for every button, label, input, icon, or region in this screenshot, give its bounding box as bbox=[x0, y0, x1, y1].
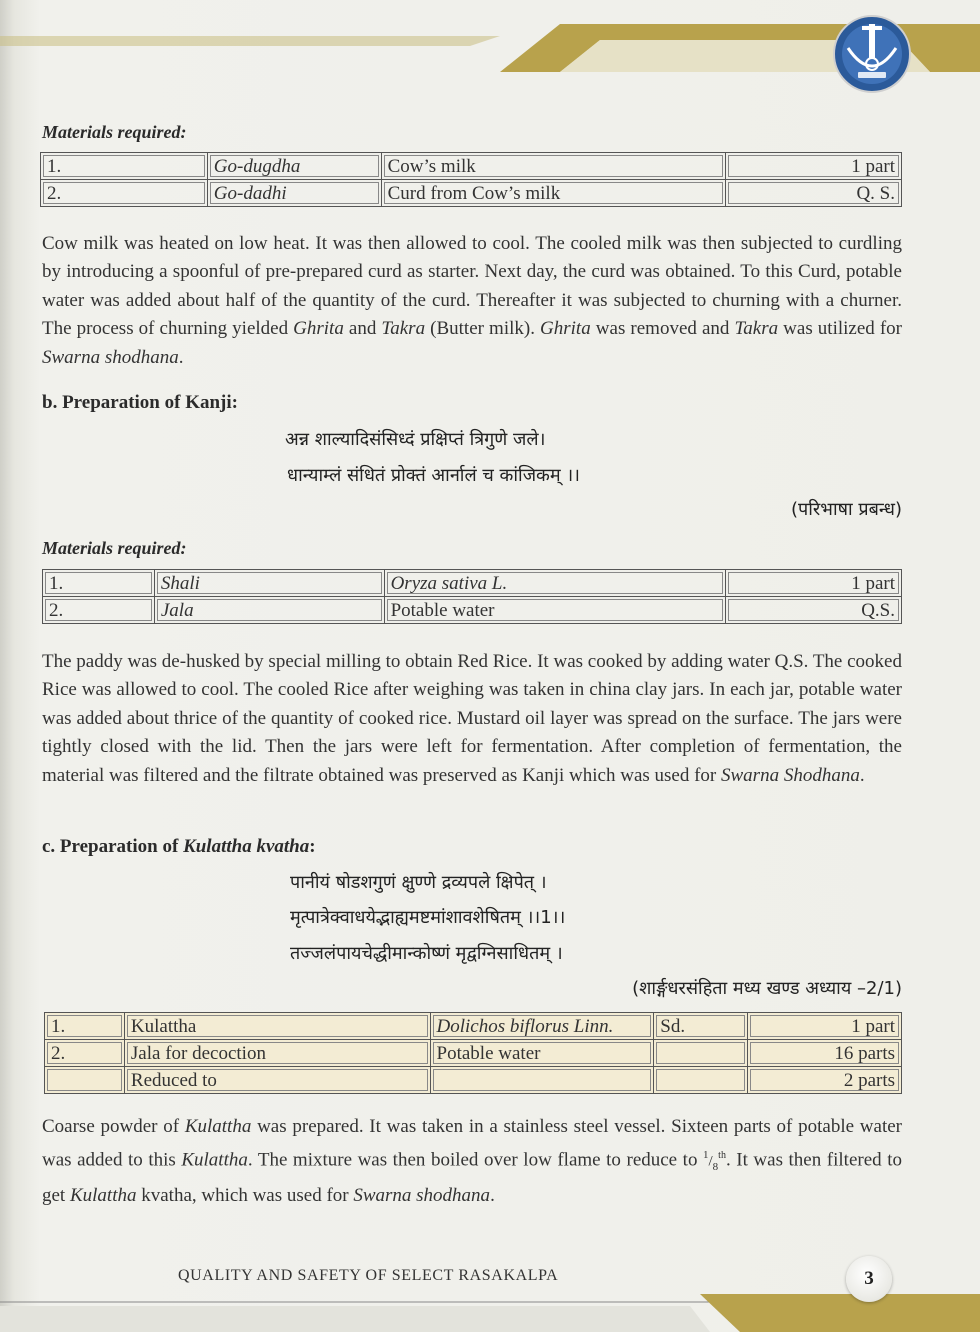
paragraph-kulattha bbox=[42, 1113, 902, 1210]
paragraph-milk-curd bbox=[42, 230, 902, 372]
table-cell: 1. bbox=[41, 153, 208, 180]
table-cell bbox=[45, 1067, 125, 1094]
section-heading-kulattha bbox=[42, 836, 316, 858]
table-cell: Go-dugdha bbox=[207, 153, 381, 180]
table-cell: 1. bbox=[43, 570, 155, 597]
italic-term: Kulattha bbox=[181, 1149, 248, 1171]
text-run: . bbox=[859, 764, 865, 786]
verse-reference: (परिभाषा प्रबन्ध) bbox=[791, 499, 902, 520]
table-row bbox=[45, 1067, 902, 1094]
table-row bbox=[45, 1013, 902, 1040]
text-run: and bbox=[343, 318, 382, 340]
table-cell bbox=[654, 1040, 748, 1067]
table-cell bbox=[654, 1067, 748, 1094]
table-row bbox=[43, 570, 902, 597]
sanskrit-verse-line: पानीयं षोडशगुणं क्षुण्णे द्रव्यपले क्षिपेत् । bbox=[290, 872, 547, 893]
table-cell: Cow’s milk bbox=[381, 153, 726, 180]
italic-term: Swarna Shodhana bbox=[721, 764, 860, 786]
verse-reference: (शार्ङ्गधरसंहिता मध्य खण्ड अध्याय –2/1) bbox=[632, 978, 902, 999]
sanskrit-verse-line: मृत्पात्रेक्वाधयेद्भाह्यमष्टमांशावशेषितम् ।।1।। bbox=[290, 907, 566, 928]
sanskrit-verse-line: धान्याम्लं संधितं प्रोक्तं आर्नालं च कांजिकम् ।। bbox=[287, 465, 581, 486]
table-cell: 2 parts bbox=[748, 1067, 902, 1094]
table-cell: Potable water bbox=[384, 597, 726, 624]
table-cell bbox=[430, 1067, 654, 1094]
text-run: Coarse powder of bbox=[42, 1116, 185, 1137]
materials-heading-b: Materials required: bbox=[42, 538, 187, 558]
fraction-numerator: 1 bbox=[703, 1149, 709, 1162]
text-run: (Butter milk). bbox=[425, 318, 541, 340]
botanical-name: Dolichos biflorus Linn. bbox=[436, 1016, 614, 1037]
fraction-ordinal: th bbox=[718, 1150, 726, 1162]
text-run: . bbox=[490, 1184, 495, 1206]
section-heading-kanji: b. Preparation of Kanji: bbox=[42, 392, 238, 413]
italic-term: Swarna shodhana bbox=[353, 1184, 491, 1206]
botanical-name: Oryza sativa L. bbox=[390, 573, 508, 594]
table-cell: Sd. bbox=[654, 1013, 748, 1040]
organization-logo-icon bbox=[832, 14, 912, 94]
table-cell: 2. bbox=[41, 180, 208, 207]
table-cell: Go-dadhi bbox=[207, 180, 381, 207]
table-cell: 2. bbox=[45, 1040, 125, 1067]
table-row bbox=[41, 180, 902, 207]
italic-term: Ghrita bbox=[293, 318, 344, 340]
italic-term: Takra bbox=[381, 318, 426, 340]
text-run: was removed and bbox=[590, 318, 735, 340]
heading-prefix: c. Preparation of bbox=[42, 836, 184, 857]
fraction-denominator: 8 bbox=[712, 1161, 719, 1174]
bottom-decorative-band bbox=[0, 1290, 980, 1332]
table-cell: Curd from Cow’s milk bbox=[381, 180, 726, 207]
table-cell: Q. S. bbox=[726, 180, 902, 207]
text-run: . It was then filtered to get bbox=[42, 1149, 902, 1206]
table-cell: 2. bbox=[43, 597, 155, 624]
table-cell: Q.S. bbox=[726, 597, 902, 624]
table-cell: Jala for decoction bbox=[124, 1040, 430, 1067]
heading-suffix: : bbox=[309, 836, 316, 857]
footer-title: QUALITY AND SAFETY OF SELECT RASAKALPA bbox=[178, 1267, 559, 1284]
table-cell: 1 part bbox=[726, 570, 902, 597]
table-cell: Shali bbox=[154, 570, 384, 597]
italic-term: Takra bbox=[734, 318, 779, 340]
table-cell: Reduced to bbox=[124, 1067, 430, 1094]
table-cell: Kulattha bbox=[124, 1013, 430, 1040]
table-cell bbox=[384, 570, 726, 597]
paragraph-kanji bbox=[42, 648, 902, 790]
table-cell: 1 part bbox=[726, 153, 902, 180]
italic-term: Kulattha bbox=[184, 1116, 252, 1137]
table-row bbox=[41, 153, 902, 180]
materials-table-c bbox=[44, 1012, 902, 1094]
fraction-slash: / bbox=[708, 1153, 713, 1170]
materials-table-a bbox=[40, 152, 902, 207]
text-run: Cow milk was heated on low heat. It was then allowed to cool. The cooled milk was then subjected to curdling by introducing a spoonful of pre-prepared curd as starter. Next day, the curd was obtained. To this Curd, potable water was added about half of the quantity of the curd. Thereafter it was subjected to churning with a churner. The process of churning yielded bbox=[42, 233, 902, 340]
table-cell: Jala bbox=[154, 597, 384, 624]
text-run: kvatha, which was used for bbox=[136, 1184, 354, 1206]
materials-heading-a: Materials required: bbox=[42, 122, 187, 142]
italic-term: Ghrita bbox=[540, 318, 591, 340]
italic-term: Swarna shodhana bbox=[42, 346, 179, 368]
text-run: The paddy was de-husked by special milling to obtain Red Rice. It was cooked by adding water Q.S. The cooked Rice was allowed to cool. The cooled Rice after weighing was taken in china clay jars. In each jar, potable water was added about thrice of the quantity of cooked rice. Mustard oil layer was spread on the surface. The jars were tightly closed with the lid. Then the jars were left for fermentation. After completion of fermentation, the material was filtered and the filtrate obtained was preserved as Kanji which was used for bbox=[42, 651, 902, 786]
table-row bbox=[43, 597, 902, 624]
text-run: was utilized for bbox=[778, 318, 903, 340]
sanskrit-verse-line: अन्न शाल्यादिसंसिध्दं प्रक्षिप्तं त्रिगुणे जले। bbox=[285, 429, 546, 450]
materials-table-b bbox=[42, 569, 902, 624]
table-cell bbox=[430, 1013, 654, 1040]
text-run: . The mixture was then boiled over low flame to reduce to bbox=[247, 1149, 703, 1171]
table-cell: 1. bbox=[45, 1013, 125, 1040]
sanskrit-verse-line: तज्जलंपायचेद्धीमान्कोष्णं मृद्वग्निसाधितम् । bbox=[290, 943, 563, 964]
text-run: . bbox=[178, 346, 184, 368]
italic-term: Kulattha bbox=[69, 1184, 137, 1206]
table-row bbox=[45, 1040, 902, 1067]
table-cell: Potable water bbox=[430, 1040, 654, 1067]
text-run: was prepared. It was taken in a stainless steel vessel. Sixteen parts of potable water was added to this bbox=[42, 1116, 902, 1171]
page-number: 3 bbox=[846, 1256, 892, 1302]
table-cell: 1 part bbox=[748, 1013, 902, 1040]
table-cell: 16 parts bbox=[748, 1040, 902, 1067]
heading-italic: Kulattha kvatha bbox=[183, 836, 310, 857]
